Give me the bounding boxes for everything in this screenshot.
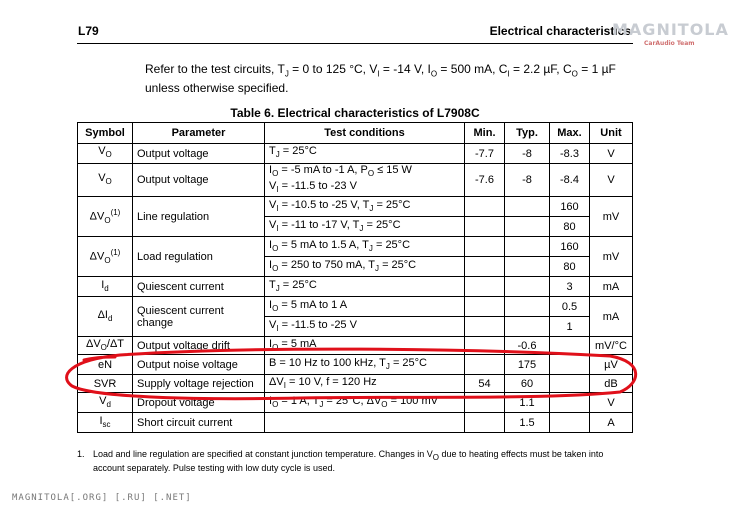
cell-symbol: $V_d$ bbox=[78, 393, 133, 413]
cell-parameter: Supply voltage rejection bbox=[133, 375, 265, 393]
cell-typ: 60 bbox=[505, 375, 550, 393]
cell-min bbox=[465, 317, 505, 337]
cell-min bbox=[465, 337, 505, 355]
cell-parameter: Quiescent current bbox=[133, 277, 265, 297]
cell-parameter: Output voltage bbox=[133, 144, 265, 164]
cell-max bbox=[550, 355, 590, 375]
cell-min bbox=[465, 197, 505, 217]
col-header-max: Max. bbox=[550, 123, 590, 144]
cell-symbol: eN bbox=[78, 355, 133, 375]
col-header-unit: Unit bbox=[590, 123, 633, 144]
col-header-typ: Typ. bbox=[505, 123, 550, 144]
cell-symbol: SVR bbox=[78, 375, 133, 393]
cell-parameter: Output voltage drift bbox=[133, 337, 265, 355]
table-row bbox=[78, 297, 633, 317]
cell-max: 160 bbox=[550, 237, 590, 257]
cell-min bbox=[465, 355, 505, 375]
col-header-test-conditions: Test conditions bbox=[265, 123, 465, 144]
col-header-symbol: Symbol bbox=[78, 123, 133, 144]
cell-max: 3 bbox=[550, 277, 590, 297]
cell-typ bbox=[505, 317, 550, 337]
cell-max: 80 bbox=[550, 217, 590, 237]
table-row bbox=[78, 413, 633, 433]
cell-typ: -8 bbox=[505, 144, 550, 164]
cell-conditions: $I_O = -5$ mA to -1 A, $P_O \le 15$ W $V_I = -11.5$ to -23 V bbox=[265, 164, 465, 197]
cell-parameter: Output voltage bbox=[133, 164, 265, 197]
cell-typ bbox=[505, 277, 550, 297]
cell-unit: mA bbox=[590, 297, 633, 337]
col-header-parameter: Parameter bbox=[133, 123, 265, 144]
cell-parameter: Quiescent current change bbox=[133, 297, 265, 337]
table-row bbox=[78, 393, 633, 413]
cell-conditions: $I_O = 5$ mA to 1.5 A, $T_J = 25^\circ C$ bbox=[265, 237, 465, 257]
cell-max: 1 bbox=[550, 317, 590, 337]
header-divider bbox=[77, 43, 633, 44]
cell-typ bbox=[505, 257, 550, 277]
col-header-min: Min. bbox=[465, 123, 505, 144]
cell-max: 80 bbox=[550, 257, 590, 277]
cell-min bbox=[465, 237, 505, 257]
cell-typ: 1.1 bbox=[505, 393, 550, 413]
table-row bbox=[78, 237, 633, 257]
cell-symbol: $\Delta V_O^{(1)}$ bbox=[78, 237, 133, 277]
cell-conditions: B = 10 Hz to 100 kHz, $T_J = 25^\circ C$ bbox=[265, 355, 465, 375]
watermark-sub: CarAudio Team bbox=[644, 40, 695, 47]
cell-unit: mV bbox=[590, 197, 633, 237]
section-title: Electrical characteristics bbox=[489, 24, 631, 38]
cell-parameter: Load regulation bbox=[133, 237, 265, 277]
cell-conditions: $T_J = 25^\circ C$ bbox=[265, 144, 465, 164]
table-row bbox=[78, 164, 633, 197]
footnote-number: 1. bbox=[77, 449, 85, 459]
cell-unit: mV bbox=[590, 237, 633, 277]
cell-min bbox=[465, 257, 505, 277]
cell-typ bbox=[505, 217, 550, 237]
cell-max bbox=[550, 413, 590, 433]
cell-max: -8.3 bbox=[550, 144, 590, 164]
cell-unit: V bbox=[590, 144, 633, 164]
watermark-logo: MAGNITOLA bbox=[612, 20, 729, 39]
cell-unit: mV/°C bbox=[590, 337, 633, 355]
cell-conditions: $V_I = -11.5$ to -25 V bbox=[265, 317, 465, 337]
table-row bbox=[78, 277, 633, 297]
cell-max bbox=[550, 393, 590, 413]
cell-unit: dB bbox=[590, 375, 633, 393]
cell-max: 160 bbox=[550, 197, 590, 217]
cell-conditions: $T_J = 25^\circ C$ bbox=[265, 277, 465, 297]
table-row bbox=[78, 144, 633, 164]
cell-parameter: Line regulation bbox=[133, 197, 265, 237]
cell-unit: V bbox=[590, 393, 633, 413]
cell-conditions: $I_O = 250$ to 750 mA, $T_J = 25^\circ C$ bbox=[265, 257, 465, 277]
cell-min: -7.6 bbox=[465, 164, 505, 197]
cell-min bbox=[465, 393, 505, 413]
cell-max bbox=[550, 337, 590, 355]
cell-symbol: $\Delta I_d$ bbox=[78, 297, 133, 337]
cell-conditions: $I_O = 5$ mA bbox=[265, 337, 465, 355]
cell-symbol: $V_O$ bbox=[78, 164, 133, 197]
cell-parameter: Output noise voltage bbox=[133, 355, 265, 375]
cell-conditions: $\Delta V_I = 10$ V, f = 120 Hz bbox=[265, 375, 465, 393]
site-watermark: MAGNITOLA[.ORG] [.RU] [.NET] bbox=[12, 493, 192, 503]
cell-conditions: $I_O = 1$ A, $T_J = 25^\circ C$, $\Delta V_O = 100$ mV bbox=[265, 393, 465, 413]
cell-typ: -8 bbox=[505, 164, 550, 197]
intro-line-2: unless otherwise specified. bbox=[145, 81, 289, 96]
cell-max: 0.5 bbox=[550, 297, 590, 317]
doc-id: L79 bbox=[78, 24, 99, 38]
cell-max: -8.4 bbox=[550, 164, 590, 197]
table-row bbox=[78, 337, 633, 355]
cell-min: 54 bbox=[465, 375, 505, 393]
table-row bbox=[78, 375, 633, 393]
electrical-characteristics-table bbox=[77, 122, 633, 433]
intro-text bbox=[145, 62, 625, 96]
table-row-highlighted bbox=[78, 355, 633, 375]
cell-symbol: $I_{sc}$ bbox=[78, 413, 133, 433]
cell-min bbox=[465, 217, 505, 237]
table-header-row bbox=[78, 123, 633, 144]
table-row bbox=[78, 197, 633, 217]
cell-symbol: $\Delta V_O^{(1)}$ bbox=[78, 197, 133, 237]
cell-unit: A bbox=[590, 413, 633, 433]
cell-max bbox=[550, 375, 590, 393]
cell-symbol: $I_d$ bbox=[78, 277, 133, 297]
cell-conditions bbox=[265, 413, 465, 433]
cell-typ bbox=[505, 297, 550, 317]
footnote-text: Load and line regulation are specified at constant junction temperature. Changes in $V_O$ due to heating effects must be taken into account separately. Pulse testing with low duty cycle is used. bbox=[93, 449, 604, 473]
cell-typ bbox=[505, 237, 550, 257]
cell-conditions: $I_O = 5$ mA to 1 A bbox=[265, 297, 465, 317]
cell-min bbox=[465, 413, 505, 433]
intro-line-1: Refer to the test circuits, $T_J = 0$ to 125 °C, $V_I = -14$ V, $I_O = 500$ mA, $C_I = 2.2$ µF, $C_O = 1$ µF bbox=[145, 62, 616, 79]
cell-min bbox=[465, 297, 505, 317]
cell-typ bbox=[505, 197, 550, 217]
cell-conditions: $V_I = -10.5$ to -25 V, $T_J = 25^\circ C$ bbox=[265, 197, 465, 217]
table-caption: Table 6. Electrical characteristics of L7908C bbox=[230, 106, 480, 120]
cell-symbol: $V_O$ bbox=[78, 144, 133, 164]
cell-unit: µV bbox=[590, 355, 633, 375]
cell-typ: 175 bbox=[505, 355, 550, 375]
cell-symbol: $\Delta V_O/\Delta T$ bbox=[78, 337, 133, 355]
cell-typ: -0.6 bbox=[505, 337, 550, 355]
cell-min bbox=[465, 277, 505, 297]
cell-parameter: Dropout voltage bbox=[133, 393, 265, 413]
cell-unit: mA bbox=[590, 277, 633, 297]
cell-parameter: Short circuit current bbox=[133, 413, 265, 433]
cell-unit: V bbox=[590, 164, 633, 197]
cell-conditions: $V_I = -11$ to -17 V, $T_J = 25^\circ C$ bbox=[265, 217, 465, 237]
cell-typ: 1.5 bbox=[505, 413, 550, 433]
cell-min: -7.7 bbox=[465, 144, 505, 164]
